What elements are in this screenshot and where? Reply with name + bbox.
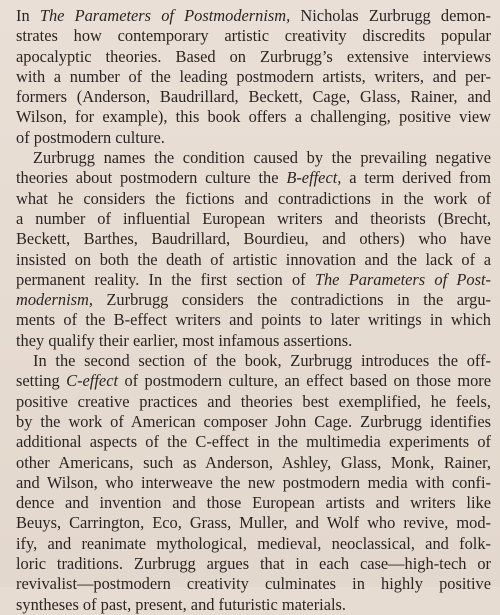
text-run: setting xyxy=(16,371,67,391)
italic-run: C-effect xyxy=(66,371,119,391)
text-run: Beckett, Barthes, Baudrillard, Bourdieu, and others) who have xyxy=(16,229,491,249)
text-line xyxy=(16,331,491,351)
text-line xyxy=(16,453,491,473)
text-run: revivalist—postmodern creativity culminates in highly positive xyxy=(16,574,491,594)
text-line xyxy=(16,493,491,513)
text-line xyxy=(16,128,491,148)
text-line xyxy=(16,47,491,67)
text-run: theories about postmodern culture the xyxy=(16,168,287,188)
text-run: with a number of the leading postmodern artists, writers, and per- xyxy=(16,66,491,86)
italic-run: modernism, xyxy=(16,290,93,310)
text-line xyxy=(16,26,491,46)
text-run: they qualify their earlier, most infamous assertions. xyxy=(16,330,353,350)
text-line xyxy=(16,534,491,554)
text-line xyxy=(16,473,491,493)
italic-run: The Parameters of Postmodernism, xyxy=(39,6,291,25)
text-line xyxy=(16,412,491,432)
text-line xyxy=(16,270,491,290)
text-line xyxy=(16,392,491,412)
text-run: loric traditions. Zurbrugg argues that in each case—high-tech or xyxy=(16,554,491,574)
text-run: permanent reality. In the first section of xyxy=(16,269,315,289)
text-line xyxy=(16,432,491,452)
text-line xyxy=(16,87,491,107)
text-run: Nicholas Zurbrugg demon- xyxy=(290,6,491,25)
text-run: of postmodern culture, an effect based on those more xyxy=(118,371,491,391)
text-line xyxy=(16,189,491,209)
text-line xyxy=(16,148,491,168)
text-run: Zurbrugg names the condition caused by the prevailing negative xyxy=(33,148,491,168)
text-run: other Americans, such as Anderson, Ashley, Glass, Monk, Rainer, xyxy=(16,452,491,472)
text-line xyxy=(16,554,491,574)
text-run: a number of influential European writers and theorists (Brecht, xyxy=(16,208,491,228)
text-run: syntheses of past, present, and futuristic materials. xyxy=(16,594,347,614)
text-run: In xyxy=(16,6,40,25)
text-run: formers (Anderson, Baudrillard, Beckett, Cage, Glass, Rainer, and xyxy=(16,87,491,107)
text-line xyxy=(16,351,491,371)
text-run: of postmodern culture. xyxy=(16,127,165,147)
text-run: ify, and reanimate mythological, medieval, neoclassical, and folk- xyxy=(16,533,491,553)
text-line xyxy=(16,67,491,87)
text-line xyxy=(16,310,491,330)
text-line xyxy=(16,209,491,229)
text-line xyxy=(16,6,491,26)
text-line xyxy=(16,168,491,188)
text-line xyxy=(16,107,491,127)
text-line xyxy=(16,513,491,533)
paragraph-2 xyxy=(16,148,491,351)
italic-run: B-effect, xyxy=(286,168,342,188)
italic-run: The Parameters of Post- xyxy=(314,269,491,289)
text-run: insisted on both the death of artistic innovation and the lack of a xyxy=(16,249,491,269)
text-run: by the work of American composer John Cage. Zurbrugg identifies xyxy=(16,411,491,431)
text-run: Wilson, for example), this book offers a challenging, positive view xyxy=(16,107,491,127)
text-run: strates how contemporary artistic creativity discredits popular xyxy=(16,26,491,46)
text-run: what he considers the fictions and contradictions in the work of xyxy=(16,188,491,208)
text-line xyxy=(16,290,491,310)
paragraph-3 xyxy=(16,351,491,615)
text-run: Beuys, Carrington, Eco, Grass, Muller, and Wolf who revive, mod- xyxy=(16,513,491,533)
text-run: ments of the B-effect writers and points to later writings in which xyxy=(16,310,491,330)
text-run: a term derived from xyxy=(341,168,491,188)
text-run: apocalyptic theories. Based on Zurbrugg’s extensive interviews xyxy=(16,46,491,66)
paragraph-1 xyxy=(16,6,491,148)
text-line xyxy=(16,229,491,249)
text-run: In the second section of the book, Zurbrugg introduces the off- xyxy=(33,351,491,371)
text-run: positive creative practices and theories best exemplified, he feels, xyxy=(16,391,491,411)
text-line xyxy=(16,595,491,615)
text-run: and Wilson, who interweave the new postmodern media with confi- xyxy=(16,472,491,492)
description-text xyxy=(16,6,491,615)
text-line xyxy=(16,371,491,391)
text-run: additional aspects of the C-effect in the multimedia experiments of xyxy=(16,432,491,452)
text-line xyxy=(16,250,491,270)
text-line xyxy=(16,574,491,594)
text-run: Zurbrugg considers the contradictions in the argu- xyxy=(92,290,491,310)
text-run: dence and invention and those European artists and writers like xyxy=(16,493,491,513)
